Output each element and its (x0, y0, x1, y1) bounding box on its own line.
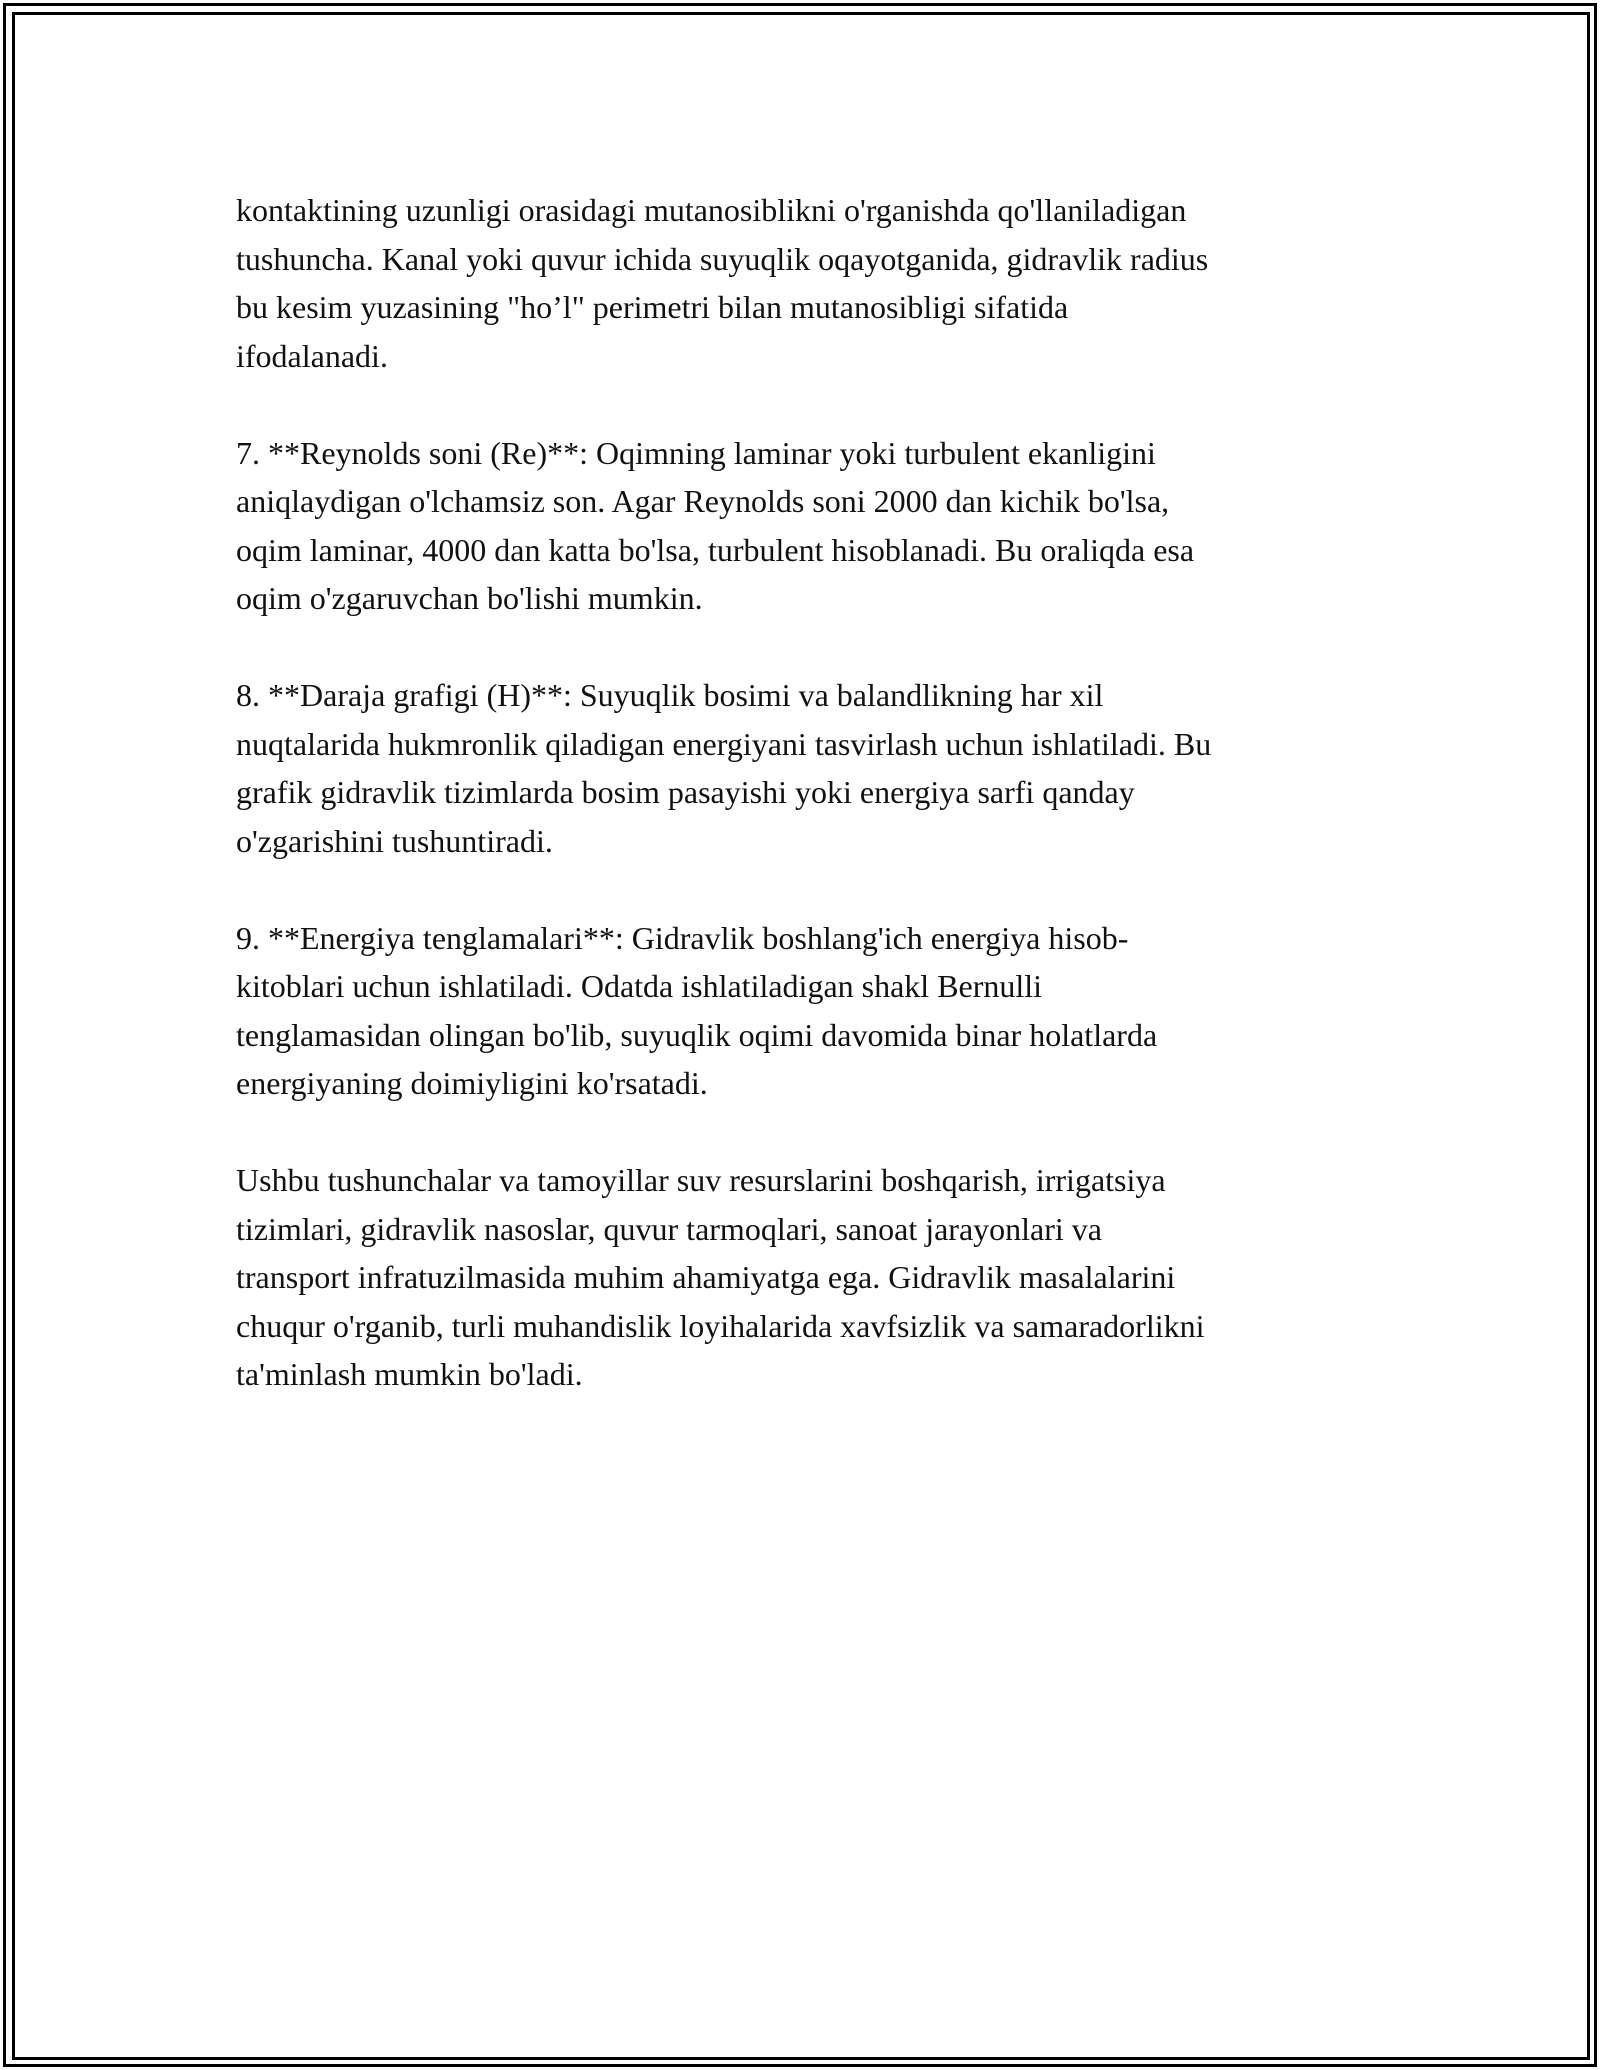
paragraph-energy-equations: 9. **Energiya tenglamalari**: Gidravlik boshlang'ich energiya hisob- kitoblari uchun ishlatiladi. Odatda ishlatiladigan shakl Bernulli tenglamasidan olingan bo'lib, suyuqlik oqimi davomida binar holatlarda energiyaning doimiyligini ko'rsatadi. (236, 919, 1158, 1101)
paragraph-hydraulic-radius: kontaktining uzunligi orasidagi mutanosiblikni o'rganishda qo'llaniladigan tushuncha. Kanal yoki quvur ichida suyuqlik oqayotganida, gidravlik radius bu kesim yuzasining "ho’l" perimetri bilan mutanosibligi sifatida ifodalanadi. (236, 192, 1209, 374)
document-body (236, 186, 1366, 1447)
paragraph-reynolds-number: 7. **Reynolds soni (Re)**: Oqimning laminar yoki turbulent ekanligini aniqlaydigan o'lchamsiz son. Agar Reynolds soni 2000 dan kichik bo'lsa, oqim laminar, 4000 dan katta bo'lsa, turbulent hisoblanadi. Bu oraliqda esa oqim o'zgaruvchan bo'lishi mumkin. (236, 434, 1195, 616)
paragraph-conclusion: Ushbu tushunchalar va tamoyillar suv resurslarini boshqarish, irrigatsiya tizimlari, gidravlik nasoslar, quvur tarmoqlari, sanoat jarayonlari va transport infratuzilmasida muhim ahamiyatga ega. Gidravlik masalalarini chuqur o'rganib, turli muhandislik loyihalarida xavfsizlik va samaradorlikni ta'minlash mumkin bo'ladi. (236, 1162, 1205, 1392)
paragraph-head-graph: 8. **Daraja grafigi (H)**: Suyuqlik bosimi va balandlikning har xil nuqtalarida hukmronlik qiladigan energiyani tasvirlash uchun ishlatiladi. Bu grafik gidravlik tizimlarda bosim pasayishi yoki energiya sarfi qanday o'zgarishini tushuntiradi. (236, 677, 1212, 859)
